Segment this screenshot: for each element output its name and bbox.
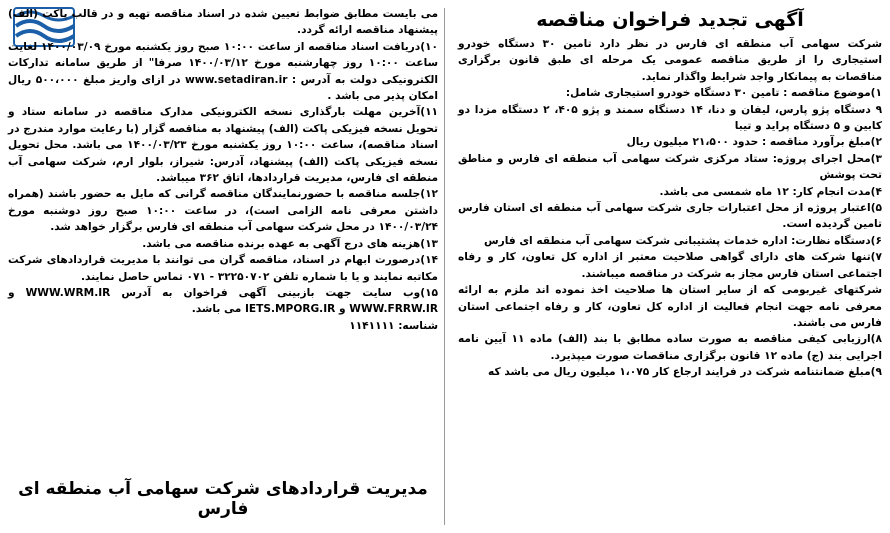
item-1-subject: ۱)موضوع مناقصه : تامین ۳۰ دستگاه خودرو استیجاری شامل: <box>565 87 882 100</box>
notice-title: آگهی تجدید فراخوان مناقصه <box>536 9 804 31</box>
item-9-guarantee: ۹)مبلغ ضمانتنامه شرکت در فرایند ارجاع کار ۱،۰۷۵ میلیون ریال می باشد که <box>488 366 882 379</box>
footer-title: مدیریت قراردادهای شرکت سهامی آب منطقه ای فارس <box>18 479 428 519</box>
item-8-evaluation: ۸)ارزیابی کیفی مناقصه به صورت ساده مطابق با بند (الف) ماده ۱۱ آیین نامه اجرایی بند (ج) ماده ۱۲ قانون برگزاری مناقصات صورت میپذیرد. <box>458 333 882 362</box>
guarantee-continuation: می بایست مطابق ضوابط تعیین شده در اسناد مناقصه تهیه و در قالب پاکت (الف) پیشنهاد مناقصه ارائه گردد. <box>8 8 438 37</box>
item-5-funding: ۵)اعتبار پروژه از محل اعتبارات جاری شرکت سهامی آب منطقه ای استان فارس تامین گردیده است. <box>458 202 882 231</box>
item-12-session: ۱۲)جلسه مناقصه با حضورنمایندگان مناقصه گرانی که مایل به حضور باشند (همراه داشتن معرفی نامه الزامی است)، در ساعت ۱۰:۰۰ صبح روز دوشنبه مورخ ۱۴۰۰/۰۳/۲۴ در محل شرکت سهامی آب منطقه ای فارس برگزار خواهد شد. <box>8 188 438 234</box>
item-6-supervision: ۶)دستگاه نظارت: اداره خدمات پشتیبانی شرکت سهامی آب منطقه ای فارس <box>484 234 882 247</box>
right-column <box>458 6 882 527</box>
column-divider <box>444 8 445 525</box>
intro-paragraph: شرکت سهامی آب منطقه ای فارس در نظر دارد تامین ۳۰ دستگاه خودرو استیجاری را از طریق مناقصه عمومی یک مرحله ای طبق قانون برگزاری مناقصات به پیمانکار واجد شرایط واگذار نماید. <box>458 38 882 83</box>
item-11-deadline: ۱۱)آخرین مهلت بارگذاری نسخه الکترونیکی مدارک مناقصه در سامانه ستاد و تحویل نسخه فیزیکی پاکت (الف) پیشنهاد به مناقصه گزار (با رعایت موارد مندرج در اسناد مناقصه)، ساعت ۱۰:۰۰ روز یکشنبه مورخ ۱۴۰۰/۰۳/۲۳ می باشد. محل تحویل نسخه فیزیکی پاکت (الف) پیشنهاد، آدرس: شیراز، بلوار ارم، شرکت سهامی آب منطقه ای فارس، مدیریت قراردادها، اتاق ۳۶۲ میباشد. <box>8 106 438 185</box>
item-1-vehicles: ۹ دستگاه پژو پارس، لیفان و دنا، ۱۴ دستگاه سمند و پژو ۴۰۵، ۲ دستگاه مزدا دو کابین و ۵ دستگاه پراید و تیبا <box>458 103 883 133</box>
left-column <box>8 6 438 527</box>
item-2-estimate: ۲)مبلغ برآورد مناقصه : حدود ۲۱،۵۰۰ میلیون ریال <box>626 136 882 149</box>
item-13-costs: ۱۳)هزینه های درج آگهی به عهده برنده مناقصه می باشد. <box>142 237 438 250</box>
item-15-websites: ۱۵)وب سایت جهت بازبینی آگهی فراخوان به آدرس WWW.WRM.IR و WWW.FRRW.IR و IETS.MPORG.IR می باشد. <box>8 286 438 316</box>
item-7-eligibility: ۷)تنها شرکت های دارای گواهی صلاحیت معتبر از اداره کل تعاون، کار و رفاه اجتماعی استان فارس مجاز به شرکت در مناقصه میباشند. <box>458 251 882 280</box>
notice-id: شناسه: ۱۱۴۱۱۱۱ <box>349 319 438 332</box>
item-4-duration: ۴)مدت انجام کار: ۱۲ ماه شمسی می باشد. <box>659 185 882 198</box>
item-7-nonlocal: شرکتهای غیربومی که از سایر استان ها صلاحیت اخذ نموده اند ملزم به ارائه معرفی نامه جهت انجام فعالیت از اداره کل تعاون، کار و رفاه اجتماعی استان فارس می باشند. <box>458 284 882 329</box>
item-10-documents: ۱۰)دریافت اسناد مناقصه از ساعت ۱۰:۰۰ صبح روز یکشنبه مورخ ۱۴۰۰/۰۳/۰۹ لغایت ساعت ۱۰:۰۰ روز چهارشنبه مورخ ۱۴۰۰/۰۳/۱۲ صرفا" از طریق سامانه تدارکات الکترونیکی دولت به آدرس : www.setadiran.ir در ازای واریز مبلغ ۵۰۰،۰۰۰ ریال امکان پذیر می باشد . <box>8 40 438 103</box>
item-14-contact: ۱۴)درصورت ابهام در اسناد، مناقصه گران می توانند با مدیریت قراردادهای شرکت مکاتبه نمایند و یا با شماره تلفن ۳۲۲۵۰۷۰۲ - ۰۷۱ تماس حاصل نمایند. <box>8 254 438 283</box>
item-3-location: ۳)محل اجرای پروژه: ستاد مرکزی شرکت سهامی آب منطقه ای فارس و مناطق تحت پوشش <box>458 152 882 182</box>
